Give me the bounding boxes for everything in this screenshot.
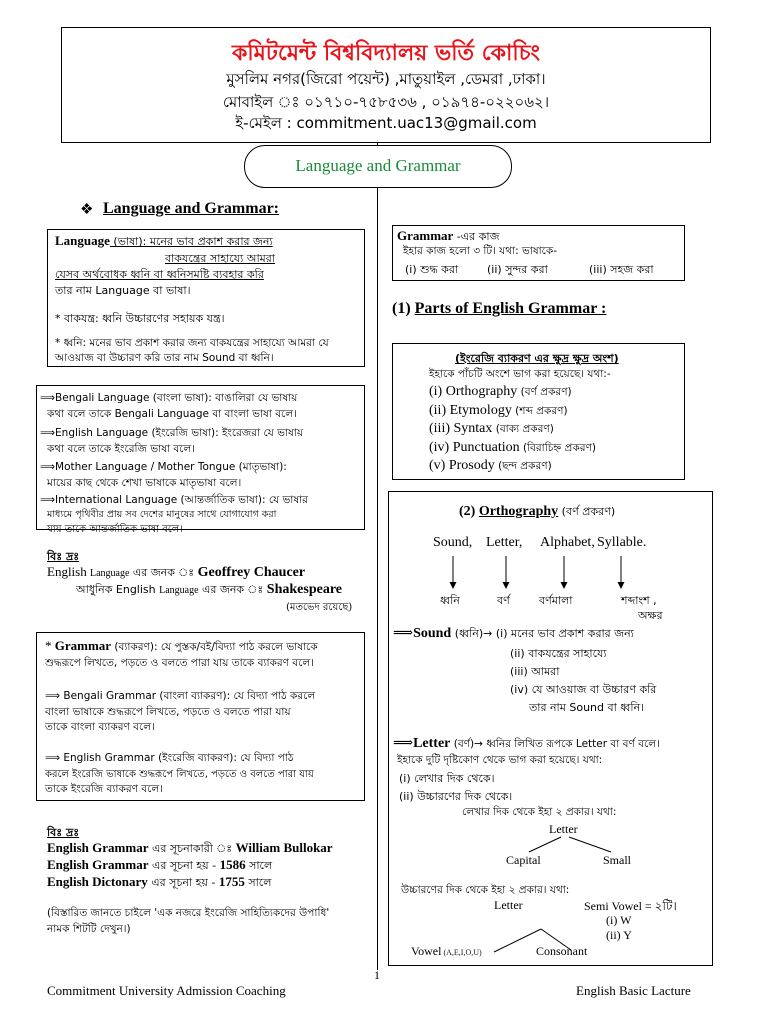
language-line-4: তার নাম Language বা ভাষা।	[55, 284, 191, 297]
note1-language-2: Language	[159, 585, 199, 596]
ortho-bn-word: বর্ণমালা	[539, 594, 573, 607]
note1-line-2	[76, 581, 342, 600]
syllable-extra: অক্ষর	[638, 609, 663, 622]
parts-title: Parts of English Grammar :	[414, 300, 607, 317]
parts-item-bn: (শব্দ প্রকরণ)	[511, 404, 568, 417]
note2-details-line-2: নামক শিটটি দেখুন।)	[47, 923, 131, 935]
international-language-line-3: যায় তাকে আন্তর্জাতিক ভাষা বলে।	[47, 524, 183, 535]
english-grammar-line-1: ⟹ English Grammar (ইংরেজি ব্যাকরণ): যে বিদ্যা পাঠ	[45, 752, 294, 764]
grammar-work-item-3: (iii) সহজ করা	[589, 263, 654, 276]
ortho-title: Orthography	[478, 504, 559, 519]
left-heading-bullet: ❖	[80, 202, 94, 218]
topic-box	[244, 145, 512, 188]
note2-details-line-1: (বিস্তারিত জানতে চাইলে 'এক নজরে ইংরেজি সাহিত্যিকদের উপাধি'	[47, 907, 330, 919]
semi-vowel-text: Semi Vowel = ২টি।	[584, 899, 677, 913]
mother-language-line-2: মায়ের কাছ থেকে শেখা ভাষাকে মাতৃভাষা বলে।	[47, 477, 242, 489]
parts-item	[429, 440, 596, 458]
note1-modern: আধুনিক English	[76, 583, 160, 596]
note2-line-3	[47, 874, 271, 893]
sound-def-iv: (iv) যে আওয়াজ বা উচ্চারণ করি	[510, 683, 657, 696]
language-def-start: (ভাষা): মনের ভাব প্রকাশ করার জন্য	[109, 235, 273, 248]
year-1586: 1586	[219, 857, 246, 872]
vowel-text: Vowel	[411, 944, 442, 958]
parts-item-bn: (বিরাচিহ্ন প্রকরণ)	[519, 441, 596, 454]
grammar-line-2: শুদ্ধরূপে লিখতে, পড়তে ও বলতে পারা যায় তাকে ব্যাকরণ বলে।	[45, 657, 314, 669]
note2-began-label-2: এর সূচনা হয় -	[147, 876, 219, 889]
grammar-term: Grammar	[54, 638, 112, 653]
parts-num: (1)	[392, 300, 415, 317]
parts-item-bn: (ছন্দ প্রকরণ)	[494, 460, 552, 472]
footer-right: English Basic Lacture	[576, 983, 691, 998]
grammar-def-start: (ব্যাকরণ): যে পুস্তক/বই/বিদ্যা পাঠ করলে ভাষাকে	[111, 641, 318, 653]
english-language-line-2: কথা বলে তাকে ইংরেজি ভাষা বলে।	[47, 443, 195, 455]
parts-item-en: (iv) Punctuation	[429, 439, 520, 455]
note1-disagreement: (মতভেদ রয়েছে)	[286, 602, 353, 613]
chaucer-name: Geoffrey Chaucer	[197, 565, 306, 580]
bengali-grammar-line-1: ⟹ Bengali Grammar (বাংলা ব্যাকরণ): যে বিদ্যা পাঠ করলে	[45, 690, 316, 702]
parts-subtitle: (ইংরেজি ব্যাকরণ এর ক্ষুদ্র ক্ষুদ্র অংশ)	[455, 352, 619, 365]
ortho-bn-word: ধ্বনি	[440, 594, 460, 607]
bengali-language-line-1: ⟹Bengali Language (বাংলা ভাষা): বাঙালিরা যে ভাষায়	[40, 392, 298, 404]
bengali-language-line-2: কথা বলে তাকে Bengali Language বা বাংলা ভাষা বলে।	[47, 408, 297, 420]
footer-left: Commitment University Admission Coaching	[47, 983, 286, 998]
parts-item	[429, 421, 554, 439]
parts-item	[429, 458, 552, 476]
header-box	[61, 27, 711, 143]
language-types-box	[36, 385, 365, 535]
vowel-list: (A,E,I,O,U)	[441, 948, 482, 957]
grammar-work-item-1: (i) শুদ্ধ করা	[405, 263, 459, 276]
note1-english: English	[47, 564, 90, 579]
topic-title: Language and Grammar	[295, 156, 461, 175]
parts-item	[429, 384, 572, 402]
note2-label: বিঃ দ্রঃ	[47, 826, 80, 839]
letter-arrow: ⟹	[393, 736, 414, 751]
grammar-definition-box	[36, 632, 365, 801]
sound-def-iii: (iii) আমরা	[510, 665, 560, 678]
bengali-grammar-line-3: তাকে বাংলা ব্যাকরণ বলে।	[45, 721, 155, 733]
consonant-label: Consonant	[536, 944, 588, 958]
ortho-bn-word: শব্দাংশ ,	[621, 594, 657, 607]
parts-box	[392, 343, 685, 480]
parts-item-bn: (বর্ণ প্রকরণ)	[517, 386, 572, 398]
parts-intro: ইহাকে পাঁচটি অংশে ভাগ করা হয়েছে। যথা:-	[429, 368, 611, 380]
letter-def: (বর্ণ)→ ধ্বনির লিখিত রূপকে Letter বা বর্ণ বলে।	[450, 738, 660, 750]
grammar-work-suffix: -এর কাজ	[453, 230, 500, 243]
note1-language: Language	[89, 568, 130, 579]
bengali-grammar-line-2: বাংলা ভাষাকে শুদ্ধরূপে লিখতে, পড়তে ও বলতে পারা যায়	[45, 706, 291, 718]
header-title: কমিটমেন্ট বিশ্ববিদ্যালয় ভর্তি কোচিং	[231, 41, 541, 66]
language-line-3: যেসব অর্থবোধক ধ্বনি বা ধ্বনিসমষ্টি ব্যবহার করি	[55, 268, 264, 281]
column-divider	[377, 143, 378, 970]
parts-item-bn: (বাক্য প্রকরণ)	[492, 423, 554, 435]
sound-def-ii: (ii) বাকযন্ত্রের সাহায্যে	[510, 647, 607, 660]
note1-label: বিঃ দ্রঃ	[47, 550, 80, 563]
header-mobile: মোবাইল ঃ ০১৭১০-৭৫৮৫৩৬ , ০১৯৭৪-০২২০৬২।	[222, 93, 550, 111]
ortho-num: (2)	[459, 504, 479, 519]
parts-heading	[392, 300, 606, 318]
note2-founder-label: এর সূচনাকারী ঃ	[148, 842, 236, 855]
tree1-small: Small	[603, 853, 632, 867]
bullokar-name: William Bullokar	[235, 840, 333, 855]
note1-father-label-2: এর জনক ঃ	[198, 583, 267, 596]
sound-def-v: তার নাম Sound বা ধ্বনি।	[529, 701, 645, 714]
language-term: Language	[55, 233, 110, 248]
grammar-work-term: Grammar	[397, 228, 454, 243]
vowel-label	[411, 944, 482, 959]
note2-eg: English Grammar	[47, 840, 149, 855]
letter-division: ইহাকে দুটি দৃষ্টিকোণ থেকে ভাগ করা হয়েছে। যথা:	[397, 754, 603, 766]
note2-dict: English Dictonary	[47, 874, 148, 889]
sound-def-line-1: * ধ্বনি: মনের ভাব প্রকাশ করার জন্য বাকযন্ত্রের সাহায্যে আমরা যে	[55, 337, 329, 349]
tree1-root: Letter	[549, 822, 578, 836]
note2-eg-2: English Grammar	[47, 857, 149, 872]
letter-term: Letter	[413, 736, 451, 751]
sound-term: Sound	[413, 626, 452, 641]
note2-year-suffix-2: সালে	[244, 876, 272, 889]
note2-year-suffix: সালে	[245, 859, 273, 872]
letter-writing-side: (i) লেখার দিক থেকে।	[399, 772, 495, 785]
writing-types-intro: লেখার দিক থেকে ইহা ২ প্রকার। যথা:	[462, 806, 617, 818]
parts-item	[429, 403, 568, 421]
sound-def-line-2: আওয়াজ বা উচ্চারণ করি তার নাম Sound বা ধ্বনি।	[55, 352, 274, 364]
english-language-line-1: ⟹English Language (ইংরেজি ভাষা): ইংরেজরা যে ভাষায়	[40, 427, 304, 439]
ortho-title-bn: (বর্ণ প্রকরণ)	[558, 505, 616, 518]
parts-item-en: (iii) Syntax	[429, 421, 493, 436]
speech-organ-line: * বাকযন্ত্র: ধ্বনি উচ্চারণের সহায়ক যন্ত্র।	[55, 312, 225, 325]
ortho-word: Letter,	[486, 535, 523, 550]
ortho-word: Alphabet,	[540, 535, 595, 550]
language-line-2: বাকযন্ত্রের সাহায্যে আমরা	[165, 252, 275, 265]
english-grammar-line-2: করলে ইংরেজি ভাষাকে শুদ্ধরূপে লিখতে, পড়তে ও বলতে পারা যায়	[45, 769, 314, 780]
grammar-work-item-2: (ii) সুন্দর করা	[487, 263, 548, 276]
orthography-box	[388, 491, 713, 966]
parts-item-en: (v) Prosody	[429, 458, 495, 473]
ortho-word: Syllable.	[597, 535, 647, 550]
parts-item-en: (ii) Etymology	[429, 402, 512, 418]
header-email: ই-মেইল : commitment.uac13@gmail.com	[235, 114, 537, 132]
mother-language-line-1: ⟹Mother Language / Mother Tongue (মাতৃভাষা):	[40, 461, 287, 473]
language-definition-box	[47, 229, 365, 367]
page-number: 1	[374, 968, 380, 982]
international-language-line-1: ⟹International Language (আন্তর্জাতিক ভাষা): যে ভাষার	[40, 494, 308, 506]
pronunciation-types-intro: উচ্চারণের দিক থেকে ইহা ২ প্রকার। যথা:	[401, 884, 570, 896]
international-language-line-2: মাধ্যমে পৃথিবীর প্রায় সব দেশের মানুষের সাথে যোগাযোগ করা	[47, 509, 277, 520]
note1-father-label: এর জনক ঃ	[129, 566, 198, 579]
tree2-root: Letter	[494, 898, 523, 912]
sound-arrow: ⟹	[393, 626, 414, 641]
semi-vowel-y: (ii) Y	[606, 928, 632, 942]
letter-pronunciation-side: (ii) উচ্চারণের দিক থেকে।	[399, 790, 513, 803]
year-1755: 1755	[218, 874, 245, 889]
ortho-word: Sound,	[433, 535, 473, 550]
sound-def-i: (ধ্বনি)→ (i) মনের ভাব প্রকাশ করার জন্য	[451, 627, 634, 640]
ortho-bn-word: বর্ণ	[497, 594, 510, 607]
semi-vowel-w: (i) W	[606, 913, 632, 927]
grammar-work-count: ইহার কাজ হলো ৩ টি। যথা: ভাষাকে-	[403, 245, 558, 257]
header-address: মুসলিম নগর(জিরো পয়েন্ট) ,মাতুয়াইল ,ডেমরা ,ঢাকা।	[226, 70, 546, 88]
tree1-capital: Capital	[506, 853, 541, 867]
grammar-work-box	[392, 225, 685, 281]
grammar-line-1	[45, 638, 318, 657]
parts-item-en: (i) Orthography	[429, 384, 518, 399]
english-grammar-line-3: তাকে ইংরেজি ব্যাকরণ বলে।	[45, 783, 163, 795]
shakespeare-name: Shakespeare	[266, 582, 342, 597]
note2-began-label: এর সূচনা হয় -	[148, 859, 220, 872]
grammar-star: *	[45, 638, 55, 653]
left-heading: Language and Grammar:	[103, 200, 279, 217]
